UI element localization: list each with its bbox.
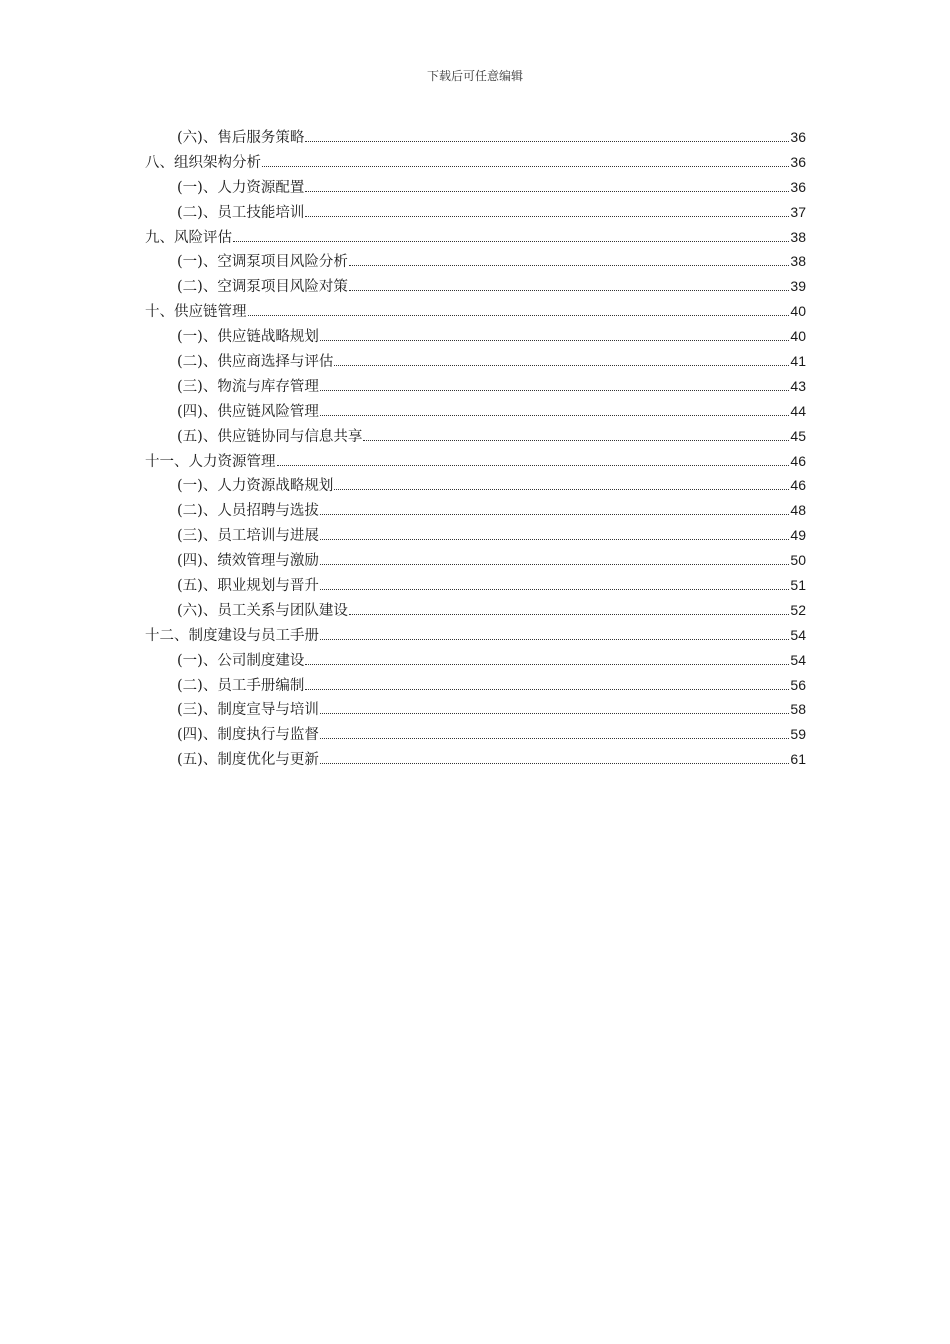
toc-entry-page-number: 38 (790, 228, 806, 245)
toc-dot-leader (334, 364, 789, 366)
toc-entry-label: (四)、绩效管理与激励 (177, 553, 319, 570)
toc-entry-label: (二)、人员招聘与选拔 (177, 503, 319, 520)
toc-entry[interactable] (145, 624, 806, 649)
toc-entry-label: (三)、物流与库存管理 (177, 378, 319, 395)
toc-entry-label: (三)、制度宣导与培训 (177, 702, 319, 719)
toc-entry-page-number: 40 (790, 328, 806, 345)
toc-entry-page-number: 37 (790, 203, 806, 220)
toc-entry-page-number: 61 (790, 751, 806, 768)
toc-dot-leader (305, 190, 789, 192)
toc-entry-page-number: 39 (790, 278, 806, 295)
toc-dot-leader (349, 613, 790, 615)
toc-dot-leader (320, 513, 790, 515)
toc-dot-leader (277, 464, 790, 466)
toc-entry-label: (五)、供应链协同与信息共享 (177, 428, 363, 445)
toc-entry-page-number: 40 (790, 303, 806, 320)
toc-entry[interactable] (145, 126, 806, 151)
toc-entry-label: (六)、售后服务策略 (177, 130, 305, 146)
toc-entry-page-number: 41 (790, 353, 806, 370)
toc-entry[interactable] (145, 176, 806, 201)
toc-entry-label: (一)、公司制度建设 (177, 652, 305, 669)
toc-entry[interactable] (145, 574, 806, 599)
toc-entry[interactable] (145, 400, 806, 425)
toc-entry-page-number: 59 (790, 726, 806, 743)
toc-dot-leader (320, 638, 789, 640)
toc-dot-leader (320, 762, 790, 764)
toc-dot-leader (305, 140, 789, 142)
toc-entry-page-number: 44 (790, 402, 806, 419)
toc-entry[interactable] (145, 375, 806, 400)
toc-entry-label: (二)、员工技能培训 (177, 204, 305, 221)
toc-dot-leader (349, 264, 790, 266)
toc-entry[interactable] (145, 499, 806, 524)
toc-entry-label: (五)、制度优化与更新 (177, 752, 319, 769)
toc-entry-page-number: 56 (790, 676, 806, 693)
toc-dot-leader (320, 538, 790, 540)
toc-entry[interactable] (145, 201, 806, 226)
toc-entry-page-number: 46 (790, 477, 806, 494)
page-header: 下载后可任意编辑 (426, 69, 523, 83)
toc-dot-leader (305, 663, 789, 665)
toc-entry[interactable] (145, 350, 806, 375)
toc-entry[interactable] (145, 723, 806, 748)
table-of-contents (145, 126, 806, 773)
toc-entry-label: (二)、空调泵项目风险对策 (177, 279, 348, 296)
toc-entry-label: (二)、员工手册编制 (177, 677, 305, 694)
toc-entry-label: 十二、制度建设与员工手册 (145, 627, 319, 644)
toc-entry[interactable] (145, 474, 806, 499)
toc-entry[interactable] (145, 599, 806, 624)
toc-entry-label: (一)、供应链战略规划 (177, 329, 319, 346)
toc-entry[interactable] (145, 674, 806, 699)
toc-dot-leader (320, 737, 790, 739)
toc-entry-label: 十、供应链管理 (145, 304, 247, 321)
toc-dot-leader (320, 389, 790, 391)
toc-entry[interactable] (145, 250, 806, 275)
toc-dot-leader (349, 289, 790, 291)
toc-entry[interactable] (145, 325, 806, 350)
toc-entry-label: 八、组织架构分析 (145, 154, 261, 171)
toc-entry[interactable] (145, 524, 806, 549)
toc-entry-label: (三)、员工培训与进展 (177, 528, 319, 545)
toc-entry-label: (五)、职业规划与晋升 (177, 578, 319, 595)
toc-dot-leader (233, 240, 789, 242)
toc-entry-page-number: 38 (790, 253, 806, 270)
toc-entry[interactable] (145, 698, 806, 723)
toc-entry-page-number: 54 (790, 651, 806, 668)
toc-entry-page-number: 43 (790, 377, 806, 394)
toc-dot-leader (363, 439, 789, 441)
toc-entry[interactable] (145, 226, 806, 251)
toc-entry-page-number: 54 (790, 626, 806, 643)
toc-entry-label: (一)、空调泵项目风险分析 (177, 254, 348, 271)
toc-entry[interactable] (145, 649, 806, 674)
toc-entry-page-number: 50 (790, 552, 806, 569)
toc-dot-leader (320, 339, 790, 341)
toc-entry-label: 十一、人力资源管理 (145, 453, 276, 470)
toc-entry-page-number: 58 (790, 701, 806, 718)
toc-entry-label: 九、风险评估 (145, 229, 232, 246)
toc-dot-leader (320, 414, 790, 416)
toc-entry-page-number: 49 (790, 527, 806, 544)
toc-entry-page-number: 45 (790, 427, 806, 444)
toc-dot-leader (334, 488, 789, 490)
toc-entry-page-number: 48 (790, 502, 806, 519)
toc-entry-page-number: 52 (790, 601, 806, 618)
toc-dot-leader (320, 563, 790, 565)
toc-entry-label: (一)、人力资源配置 (177, 179, 305, 196)
toc-entry-label: (一)、人力资源战略规划 (177, 478, 334, 495)
toc-entry[interactable] (145, 450, 806, 475)
toc-entry[interactable] (145, 425, 806, 450)
toc-entry-label: (四)、制度执行与监督 (177, 727, 319, 744)
toc-entry-label: (二)、供应商选择与评估 (177, 354, 334, 371)
toc-entry[interactable] (145, 748, 806, 773)
toc-entry-page-number: 46 (790, 452, 806, 469)
toc-dot-leader (305, 688, 789, 690)
toc-entry-page-number: 36 (790, 129, 806, 145)
toc-dot-leader (320, 588, 790, 590)
toc-dot-leader (248, 314, 790, 316)
toc-entry-page-number: 36 (790, 178, 806, 195)
toc-entry-label: (六)、员工关系与团队建设 (177, 602, 348, 619)
toc-entry[interactable] (145, 549, 806, 574)
toc-entry-page-number: 51 (790, 577, 806, 594)
toc-entry[interactable] (145, 151, 806, 176)
toc-entry-page-number: 36 (790, 153, 806, 170)
toc-entry[interactable] (145, 275, 806, 300)
toc-entry[interactable] (145, 300, 806, 325)
toc-dot-leader (262, 165, 789, 167)
toc-dot-leader (320, 712, 790, 714)
toc-entry-label: (四)、供应链风险管理 (177, 403, 319, 420)
toc-dot-leader (305, 215, 789, 217)
